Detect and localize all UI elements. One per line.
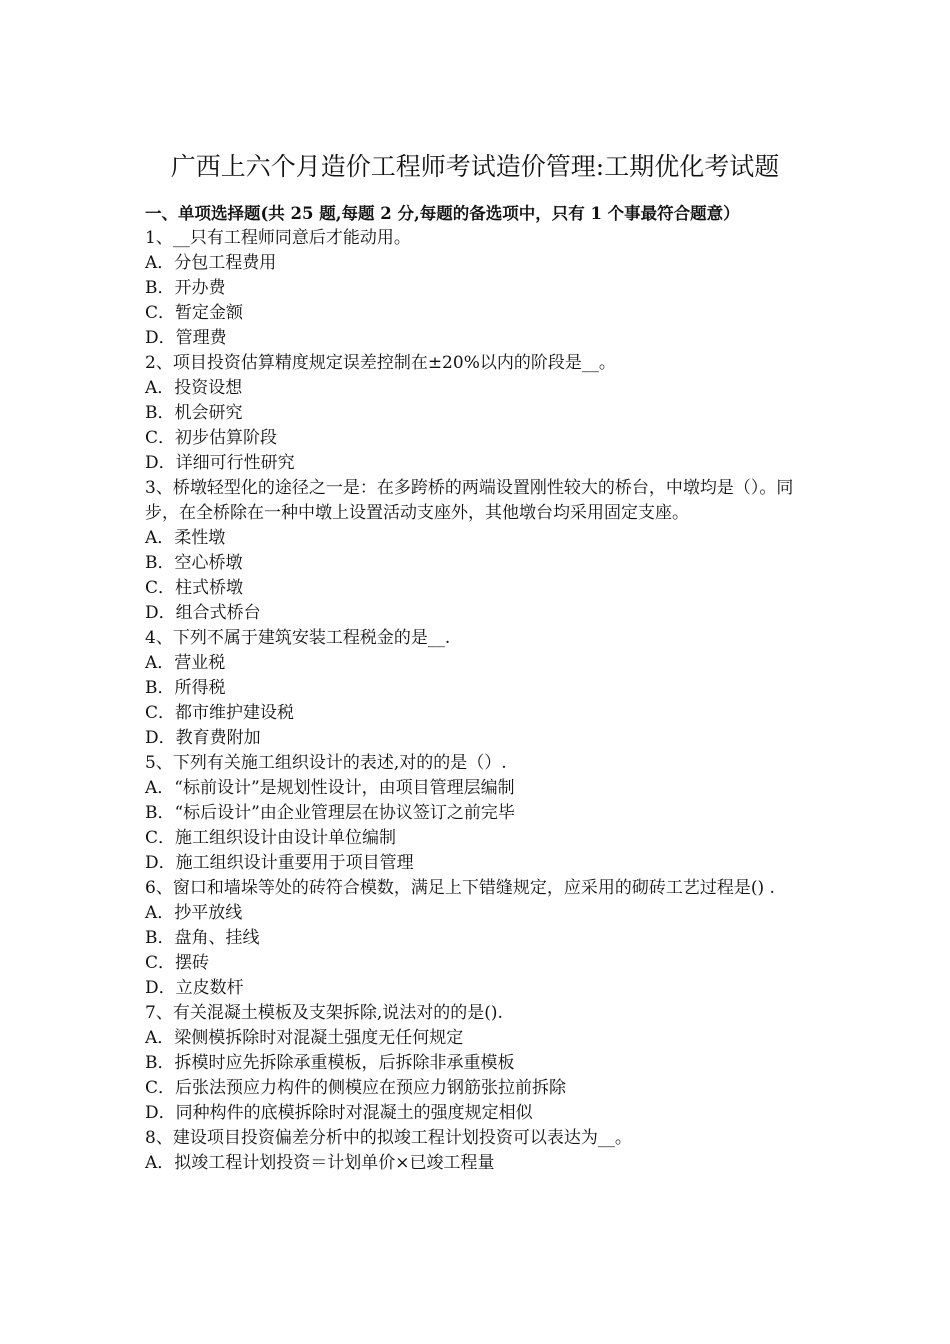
document-title: 广西上六个月造价工程师考试造价管理:工期优化考试题	[170, 152, 780, 181]
question-item	[145, 226, 815, 351]
answer-option: D．立皮数杆	[145, 978, 244, 998]
answer-option: C．摆砖	[145, 953, 210, 973]
answer-option: B．机会研究	[145, 403, 243, 423]
section-heading: 一、单项选择题(共 25 题,每题 2 分,每题的备选项中，只有 1 个事最符合题意）	[145, 204, 740, 223]
question-item	[145, 351, 815, 476]
answer-option: A．梁侧模拆除时对混凝土强度无任何规定	[145, 1028, 464, 1048]
answer-option: A．“标前设计”是规划性设计，由项目管理层编制	[145, 778, 515, 798]
answer-option: A．拟竣工程计划投资＝计划单价×已竣工程量	[145, 1153, 495, 1173]
answer-option: A．抄平放线	[145, 903, 243, 923]
answer-option: C．施工组织设计由设计单位编制	[145, 828, 397, 848]
question-item	[145, 751, 815, 876]
answer-option: C．柱式桥墩	[145, 578, 244, 598]
question-list	[145, 226, 815, 1176]
question-item	[145, 626, 815, 751]
answer-option: B．空心桥墩	[145, 553, 243, 573]
question-stem: 3、桥墩轻型化的途径之一是：在多跨桥的两端设置刚性较大的桥台，中墩均是（）。同步，在全桥除在一种中墩上设置活动支座外，其他墩台均采用固定支座。	[145, 478, 794, 523]
question-stem: 8、建设项目投资偏差分析中的拟竣工程计划投资可以表达为__。	[145, 1128, 632, 1148]
answer-option: D．组合式桥台	[145, 603, 261, 623]
question-item	[145, 1126, 815, 1176]
answer-option: A．投资设想	[145, 378, 243, 398]
question-stem: 6、窗口和墙垛等处的砖符合模数，满足上下错缝规定，应采用的砌砖工艺过程是() .	[145, 878, 775, 898]
answer-option: A．柔性墩	[145, 528, 226, 548]
question-stem: 4、下列不属于建筑安装工程税金的是__.	[145, 628, 451, 648]
answer-option: D．同种构件的底模拆除时对混凝土的强度规定相似	[145, 1103, 533, 1123]
answer-option: D．详细可行性研究	[145, 453, 295, 473]
question-stem: 7、有关混凝土模板及支架拆除,说法对的的是().	[145, 1003, 503, 1023]
answer-option: A．分包工程费用	[145, 253, 277, 273]
answer-option: B．拆模时应先拆除承重模板，后拆除非承重模板	[145, 1053, 515, 1073]
question-item	[145, 476, 815, 626]
question-stem: 2、项目投资估算精度规定误差控制在±20%以内的阶段是__。	[145, 353, 616, 373]
answer-option: D．管理费	[145, 328, 227, 348]
answer-option: B．盘角、挂线	[145, 928, 260, 948]
answer-option: A．营业税	[145, 653, 226, 673]
answer-option: C．后张法预应力构件的侧模应在预应力钢筋张拉前拆除	[145, 1078, 567, 1098]
answer-option: B．开办费	[145, 278, 226, 298]
question-stem: 5、下列有关施工组织设计的表述,对的的是（）.	[145, 753, 507, 773]
answer-option: B．所得税	[145, 678, 226, 698]
document-body	[145, 201, 815, 1176]
answer-option: D．施工组织设计重要用于项目管理	[145, 853, 414, 873]
answer-option: C．暂定金额	[145, 303, 244, 323]
answer-option: B．“标后设计”由企业管理层在协议签订之前完毕	[145, 803, 515, 823]
answer-option: D．教育费附加	[145, 728, 261, 748]
question-item	[145, 876, 815, 1001]
question-item	[145, 1001, 815, 1126]
answer-option: C．初步估算阶段	[145, 428, 278, 448]
question-stem: 1、__只有工程师同意后才能动用。	[145, 228, 411, 248]
answer-option: C．都市维护建设税	[145, 703, 295, 723]
